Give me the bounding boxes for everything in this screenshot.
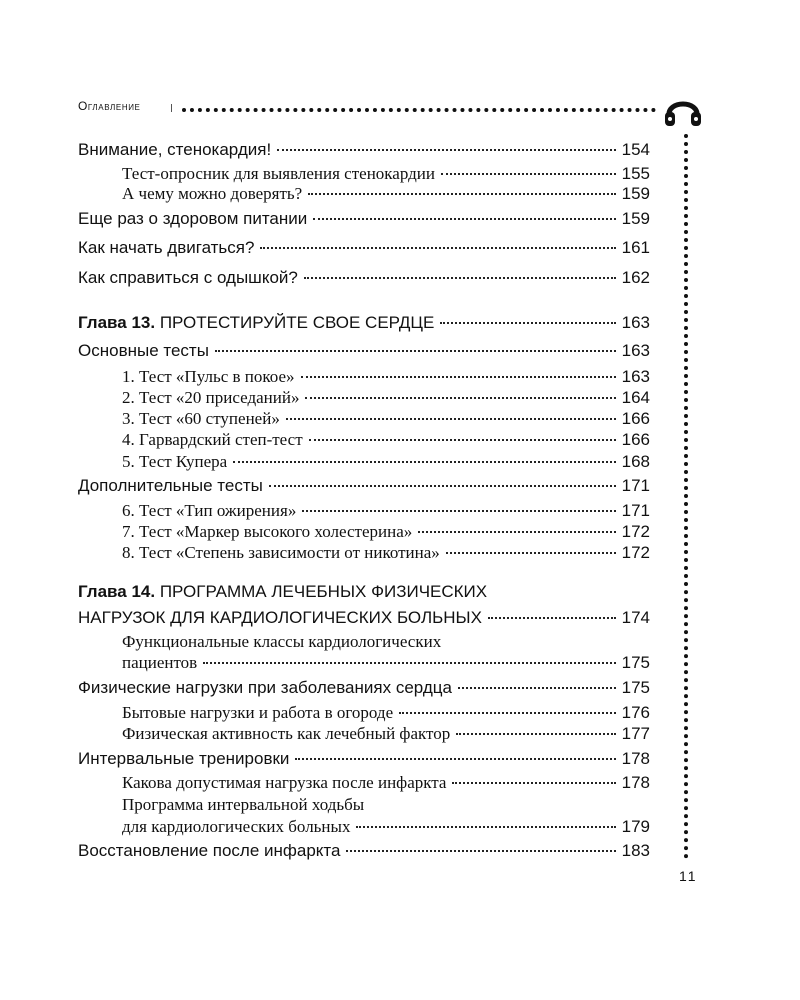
headphones-icon [663,92,703,128]
toc-entry-page: 161 [621,238,650,257]
toc-entry-page: 168 [621,452,650,471]
chapter-title: ПРОТЕСТИРУЙТЕ СВОЕ СЕРДЦЕ [159,313,435,332]
toc-entry[interactable] [78,678,650,698]
toc-subentry[interactable] [122,184,650,204]
toc-entry[interactable] [78,140,650,160]
dot-leader [304,277,616,279]
toc-subentry[interactable] [122,501,650,521]
side-dotted-rule [684,134,688,859]
toc-entry-page: 154 [621,140,650,159]
toc-chapter-14[interactable] [78,608,650,628]
toc-entry-page: 155 [621,164,650,183]
toc-entry-title: Как начать двигаться? [78,238,255,257]
toc-entry-title: Интервальные тренировки [78,749,290,768]
toc-entry-title: пациентов [122,653,198,672]
dot-leader [346,850,615,852]
header-tick [171,104,173,112]
toc-entry[interactable] [78,268,650,288]
toc-entry-page: 178 [621,749,650,768]
toc-entry[interactable] [78,476,650,496]
toc-subentry[interactable] [122,653,650,673]
toc-subentry[interactable] [122,773,650,793]
dot-leader [301,376,616,378]
toc-entry-page: 163 [621,367,650,386]
toc-entry-page: 175 [621,653,650,672]
toc-entry-page: 183 [621,841,650,860]
chapter-label: Глава 14. [78,582,156,601]
dot-leader [233,461,615,463]
toc-entry-title: для кардиологических больных [122,817,351,836]
toc-entry-page: 172 [621,522,650,541]
toc-subentry[interactable] [122,388,650,408]
dot-leader [446,552,616,554]
toc-entry-title: Как справиться с одышкой? [78,268,298,287]
chapter-label: Глава 13. [78,313,156,332]
toc-subentry[interactable] [122,543,650,563]
toc-entry[interactable] [78,238,650,258]
toc-entry-page: 176 [621,703,650,722]
toc-entry-page: 159 [621,209,650,228]
toc-entry-title: 1. Тест «Пульс в покое» [122,367,295,386]
toc-entry-title: Восстановление после инфаркта [78,841,341,860]
toc-entry-title: Какова допустимая нагрузка после инфаркта [122,773,447,792]
dot-leader [295,758,615,760]
toc-entry-page: 177 [621,724,650,743]
toc-entry-page: 163 [621,313,650,332]
dot-leader [286,418,616,420]
dot-leader [356,826,615,828]
header-dotted-rule [182,108,656,112]
toc-entry-page: 178 [621,773,650,792]
dot-leader [458,687,616,689]
toc-entry-title: 4. Гарвардский степ-тест [122,430,303,449]
toc-entry-page: 171 [621,476,650,495]
dot-leader [215,350,616,352]
toc-entry-title: Физические нагрузки при заболеваниях сердца [78,678,452,697]
toc-entry-title: Еще раз о здоровом питании [78,209,308,228]
dot-leader [203,662,615,664]
toc-subentry[interactable] [122,817,650,837]
toc-subentry[interactable] [122,430,650,450]
toc-entry-title: 2. Тест «20 приседаний» [122,388,300,407]
chapter-heading [78,313,434,333]
dot-leader [441,173,616,175]
toc-entry-title: 8. Тест «Степень зависимости от никотина» [122,543,440,562]
toc-entry-title: 7. Тест «Маркер высокого холестерина» [122,522,413,541]
toc-entry-page: 166 [621,430,650,449]
chapter-title-line1: ПРОГРАММА ЛЕЧЕБНЫХ ФИЗИЧЕСКИХ [159,582,488,601]
toc-entry-page: 174 [621,608,650,627]
toc-chapter-13[interactable] [78,313,650,333]
toc-entry-title: 6. Тест «Тип ожирения» [122,501,297,520]
dot-leader [269,485,616,487]
toc-entry-title: Тест-опросник для выявления стенокардии [122,164,435,183]
toc-entry[interactable] [78,209,650,229]
toc-entry-page: 166 [621,409,650,428]
toc-subentry-line1: Программа интервальной ходьбы [122,795,365,814]
toc-subentry-line1: Функциональные классы кардиологических [122,632,442,651]
toc-entry-title: Физическая активность как лечебный фактор [122,724,451,743]
dot-leader [488,617,616,619]
dot-leader [277,149,615,151]
toc-entry-title: Бытовые нагрузки и работа в огороде [122,703,394,722]
toc-entry-page: 163 [621,341,650,360]
toc-entry[interactable] [78,841,650,861]
dot-leader [302,510,615,512]
dot-leader [309,439,616,441]
toc-subentry[interactable] [122,367,650,387]
toc-entry-title: Основные тесты [78,341,209,360]
dot-leader [308,193,615,195]
dot-leader [418,531,615,533]
dot-leader [399,712,615,714]
dot-leader [456,733,615,735]
toc-entry-page: 171 [621,501,650,520]
toc-entry[interactable] [78,341,650,361]
toc-subentry[interactable] [122,724,650,744]
header-title: Оглавление [78,99,141,113]
toc-subentry[interactable] [122,409,650,429]
toc-entry-page: 164 [621,388,650,407]
toc-entry-title: Дополнительные тесты [78,476,263,495]
toc-entry-page: 179 [621,817,650,836]
toc-subentry[interactable] [122,522,650,542]
toc-subentry[interactable] [122,703,650,723]
dot-leader [440,322,615,324]
toc-entry[interactable] [78,749,650,769]
toc-entry-title: А чему можно доверять? [122,184,303,203]
toc-entry-page: 159 [621,184,650,203]
toc-entry-page: 172 [621,543,650,562]
toc-subentry[interactable] [122,452,650,472]
toc-entry-title: Внимание, стенокардия! [78,140,272,159]
toc-entry-page: 162 [621,268,650,287]
chapter-heading[interactable] [78,582,487,602]
toc-entry-title: 5. Тест Купера [122,452,228,471]
toc-entry-page: 175 [621,678,650,697]
chapter-title-line2: НАГРУЗОК ДЛЯ КАРДИОЛОГИЧЕСКИХ БОЛЬНЫХ [78,608,482,627]
dot-leader [313,218,615,220]
toc-subentry[interactable] [122,164,650,184]
dot-leader [260,247,615,249]
page-number: 11 [679,868,698,884]
dot-leader [305,397,615,399]
toc-entry-title: 3. Тест «60 ступеней» [122,409,280,428]
dot-leader [452,782,615,784]
